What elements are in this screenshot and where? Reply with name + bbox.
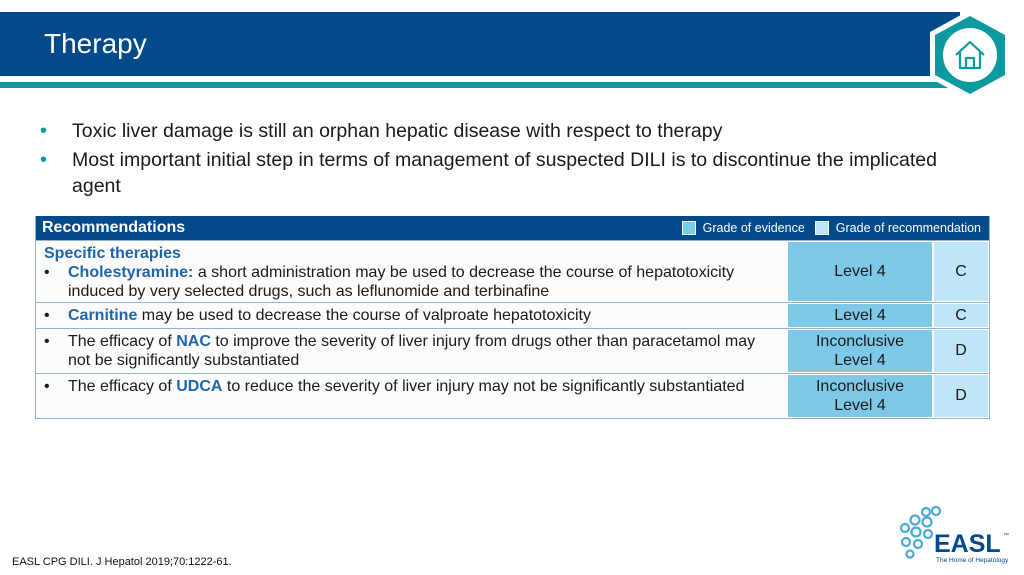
table-row [36, 302, 989, 328]
bullet-icon: • [44, 264, 50, 281]
svg-text:™: ™ [1003, 533, 1009, 539]
row-text: • Carnitine may be used to decrease the course of valproate hepatotoxicity [36, 303, 786, 328]
grade-cell: C [934, 304, 988, 327]
evidence-cell: Inconclusive Level 4 [788, 375, 932, 417]
recommendations-table [35, 216, 990, 419]
title-underline [0, 82, 960, 88]
evidence-cell: Inconclusive Level 4 [788, 330, 932, 372]
grade-cell: D [934, 375, 988, 417]
bullet-icon: • [44, 307, 50, 324]
drug-name: Carnitine [68, 307, 138, 324]
evidence-cell: Level 4 [788, 304, 932, 327]
intro-bullets [40, 118, 960, 202]
evidence-cell: Level 4 [788, 242, 932, 301]
page-title: Therapy [44, 28, 147, 59]
bullet-item: • Most important initial step in terms of management of suspected DILI is to discontinue the implicated agent [40, 149, 937, 197]
drug-name: UDCA [176, 378, 223, 395]
bullet-icon: • [44, 333, 50, 350]
drug-name: Cholestyramine: [68, 264, 194, 281]
citation: EASL CPG DILI. J Hepatol 2019;70:1222-61. [12, 556, 232, 568]
row-text: • The efficacy of NAC to improve the severity of liver injury from drugs other than paracetamol may not be significantly substantiated [36, 329, 786, 373]
bullet-icon: • [40, 120, 48, 142]
table-row [36, 373, 989, 418]
evidence-swatch [682, 221, 696, 235]
row-text: • The efficacy of UDCA to reduce the severity of liver injury may not be significantly substantiated [36, 374, 786, 418]
drug-name: NAC [176, 333, 211, 350]
grade-cell: D [934, 330, 988, 372]
svg-text:The Home of Hepatology: The Home of Hepatology [936, 557, 1009, 564]
recommendation-swatch [815, 221, 829, 235]
table-row [36, 240, 989, 302]
bullet-icon: • [40, 149, 48, 171]
table-title: Recommendations [42, 219, 186, 236]
table-row [36, 328, 989, 373]
table-header [36, 216, 989, 240]
svg-text:EASL: EASL [934, 530, 1001, 558]
legend-recommendation: Grade of recommendation [835, 221, 981, 235]
easl-logo [896, 504, 1012, 566]
legend [682, 221, 981, 235]
home-icon[interactable] [928, 8, 1012, 102]
bullet-item: • Toxic liver damage is still an orphan hepatic disease with respect to therapy [40, 120, 723, 142]
legend-evidence: Grade of evidence [702, 221, 805, 235]
row-text: Specific therapies • Cholestyramine: a short administration may be used to decrease the course of hepatotoxicity induced by very selected drugs, such as leflunomide and terbinafine [36, 241, 786, 302]
row-subheading: Specific therapies [44, 245, 181, 262]
bullet-icon: • [44, 378, 50, 395]
grade-cell: C [934, 242, 988, 301]
